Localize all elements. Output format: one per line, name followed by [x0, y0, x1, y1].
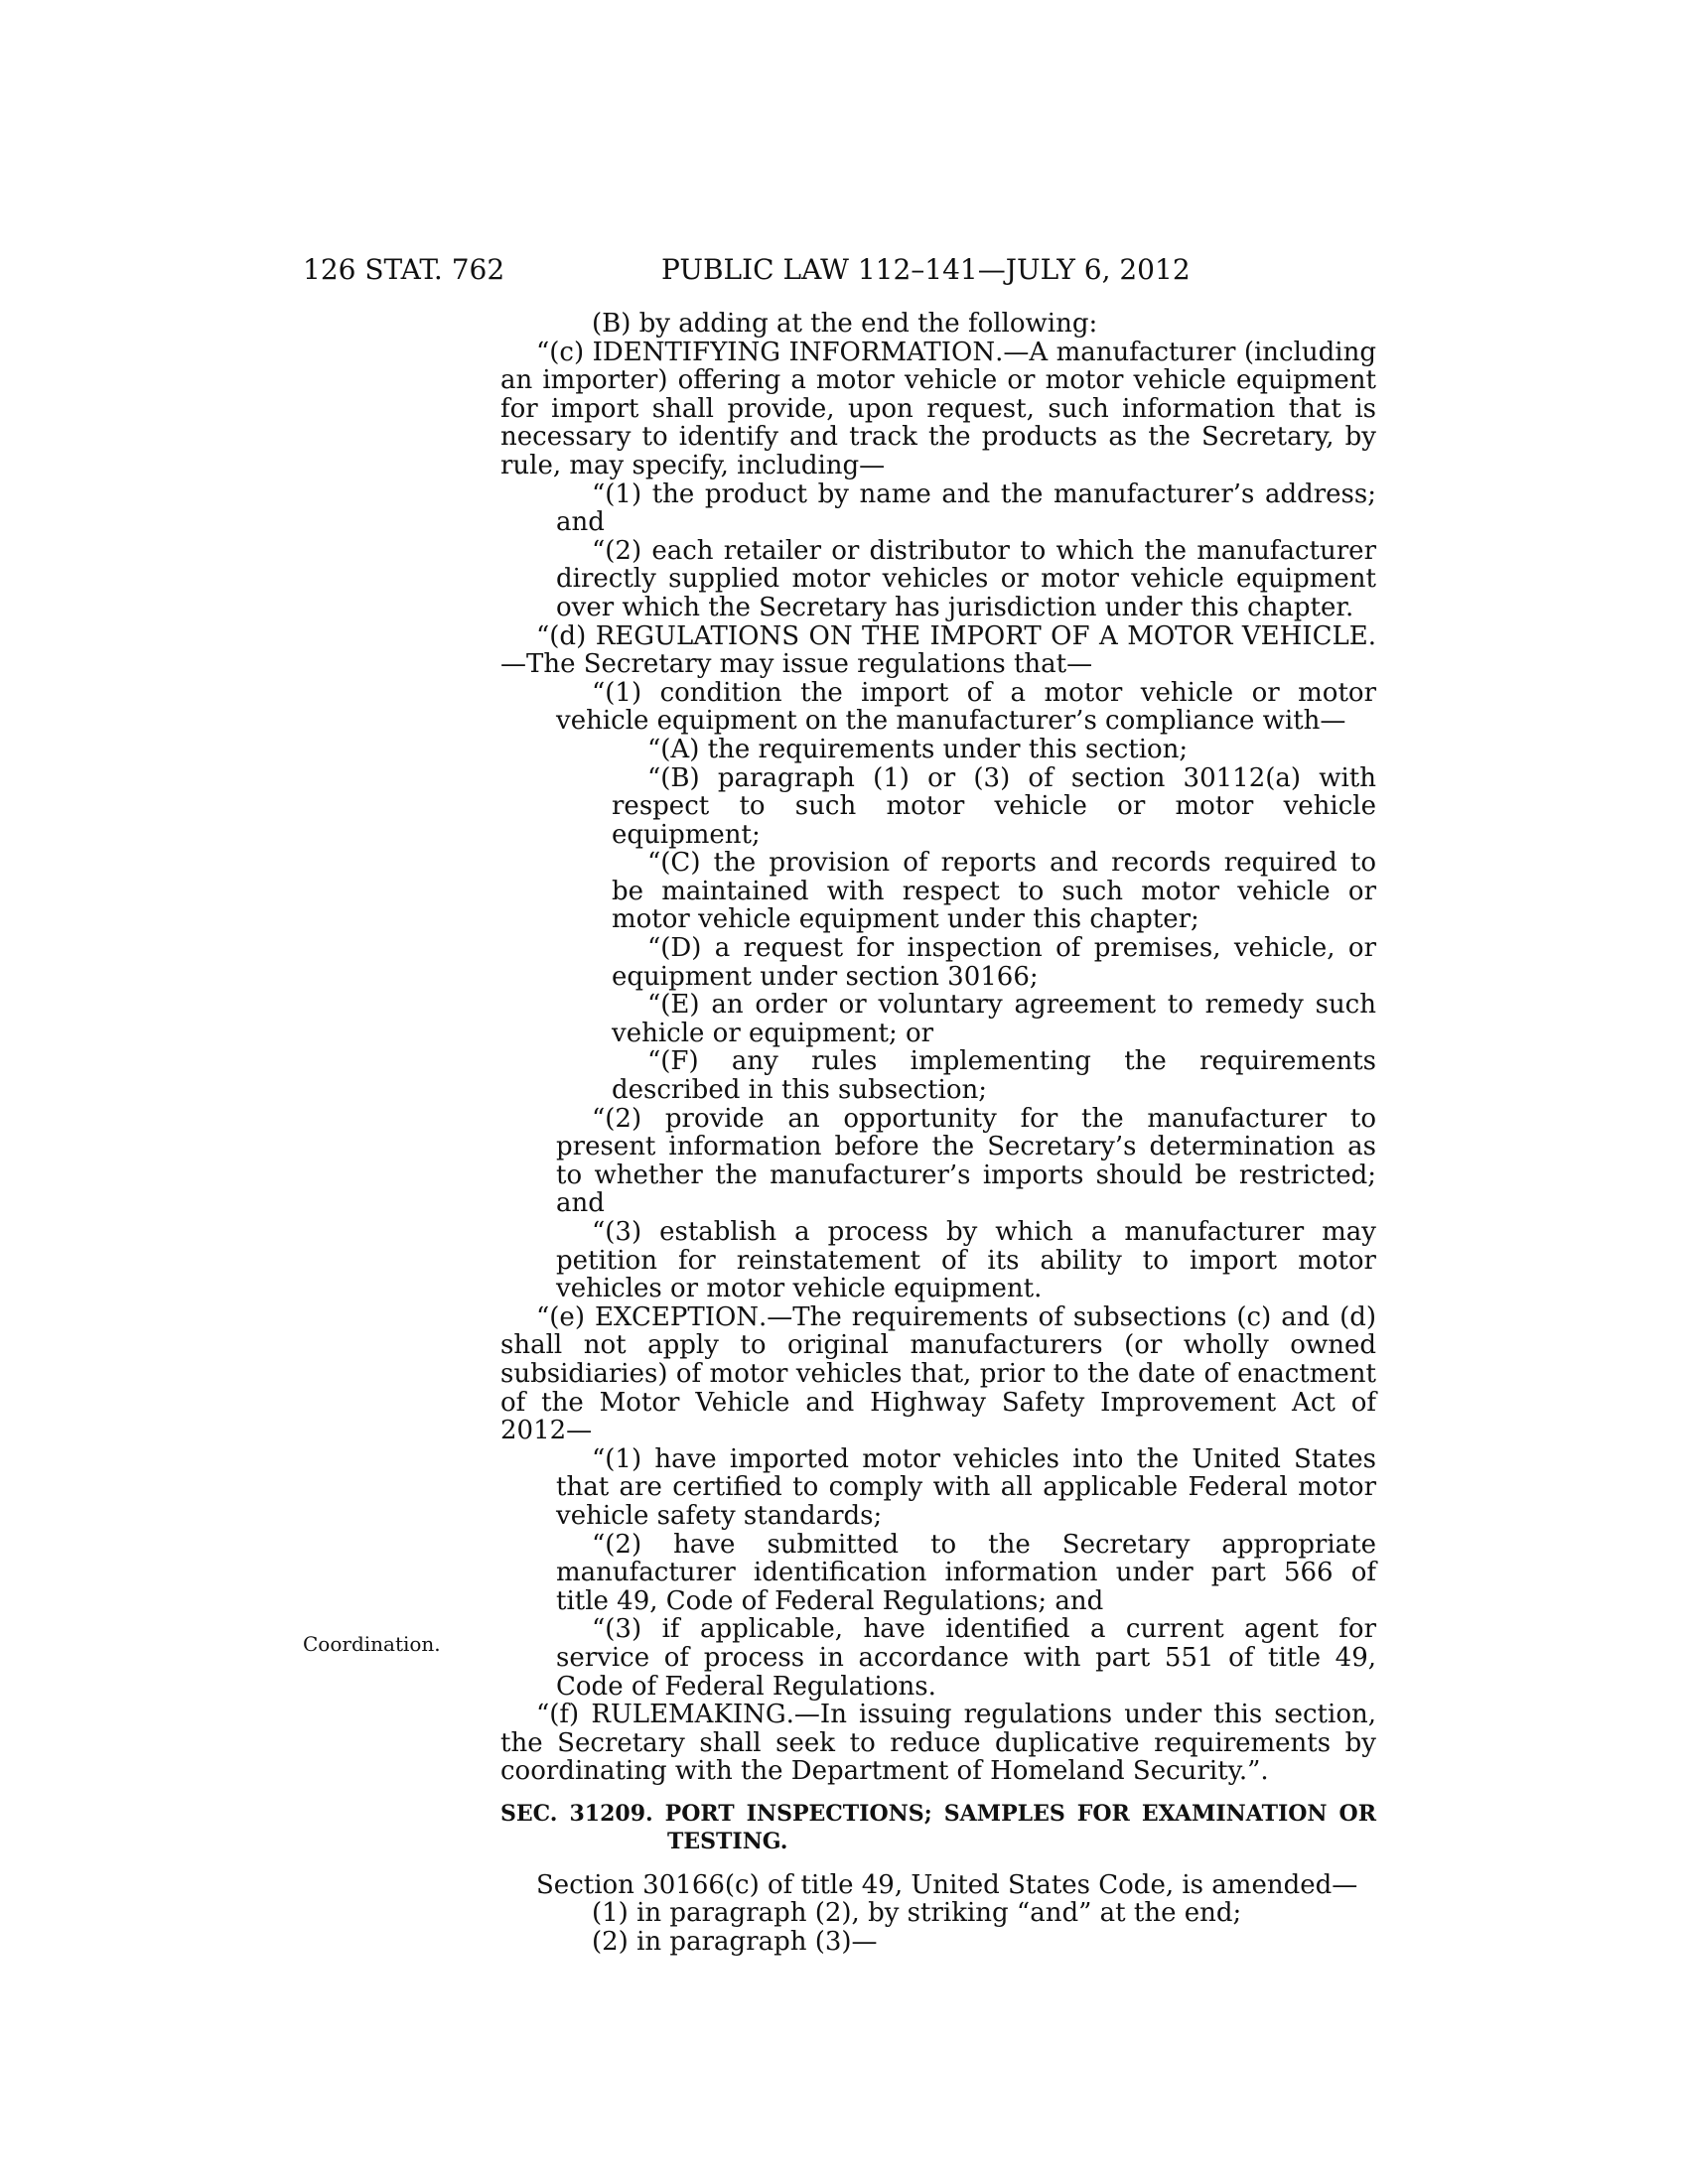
subsection-d	[500, 622, 1376, 679]
statute-body	[500, 310, 1376, 1957]
subsection-heading: IDENTIFYING INFORMATION	[592, 337, 996, 367]
paragraph: “(3) if applicable, have identified a current agent for service of process in accordance with part 551 of title 49, Code of Federal Regulations.	[556, 1614, 1376, 1702]
subsection-text: .—In issuing regulations under this section, the Secretary shall seek to reduce duplicative requirements by coordinating with the Department of Homeland Security.”.	[500, 1700, 1376, 1787]
subsection-prefix: “(c)	[536, 337, 593, 367]
subparagraph: “(E) an order or voluntary agreement to remedy such vehicle or equipment; or	[612, 990, 1376, 1048]
section-paragraph: Section 30166(c) of title 49, United States Code, is amended—	[536, 1869, 1358, 1900]
section-paragraph: (2) in paragraph (3)—	[592, 1927, 878, 1958]
subsection-c	[500, 339, 1376, 480]
running-head: PUBLIC LAW 112–141—JULY 6, 2012	[661, 253, 1191, 286]
paragraph: “(1) condition the import of a motor vehicle or motor vehicle equipment on the manufacturer’s compliance with—	[556, 677, 1376, 737]
subsection-text: .—A manufacturer (including an importer) offering a motor vehicle or motor vehicle equipment for import shall provide, upon request, such information that is necessary to identify and track the products as the Secretary, by rule, may specify, including—	[500, 337, 1376, 480]
paragraph: “(3) establish a process by which a manufacturer may petition for reinstatement of its ability to import motor vehicles or motor vehicle equipment.	[556, 1217, 1376, 1304]
subsection-heading: REGULATIONS ON THE IMPORT OF A MOTOR VEHICLE	[595, 620, 1368, 651]
margin-note: Coordination.	[303, 1632, 441, 1656]
subsection-e	[500, 1303, 1376, 1445]
subsection-prefix: “(d)	[536, 620, 596, 651]
subparagraph: “(B) paragraph (1) or (3) of section 30112(a) with respect to such motor vehicle or motor vehicle equipment;	[612, 762, 1376, 850]
subsection-heading: EXCEPTION	[594, 1301, 760, 1332]
subsection-text: .—The Secretary may issue regulations that—	[500, 620, 1376, 680]
paragraph: “(2) provide an opportunity for the manufacturer to present information before the Secretary’s determination as to whether the manufacturer’s imports should be restricted; and	[556, 1103, 1376, 1219]
subparagraph: “(C) the provision of reports and records required to be maintained with respect to such motor vehicle or motor vehicle equipment under this chapter;	[612, 848, 1376, 935]
subsection-text: .—The requirements of subsections (c) and (d) shall not apply to original manufacturers (or wholly owned subsidiaries) of motor vehicles that, prior to the date of enactment of the Motor Vehicle and Highway Safety Improvement Act of 2012—	[500, 1301, 1377, 1446]
section-heading: SEC. 31209. PORT INSPECTIONS; SAMPLES FOR EXAMINATION OR TESTING.	[500, 1800, 1376, 1854]
subparagraph: “(A) the requirements under this section;	[647, 734, 1189, 764]
paragraph: “(1) the product by name and the manufacturer’s address; and	[556, 478, 1376, 538]
paragraph: “(2) have submitted to the Secretary appropriate manufacturer identification information under part 566 of title 49, Code of Federal Regulations; and	[556, 1529, 1376, 1616]
paragraph: “(2) each retailer or distributor to which the manufacturer directly supplied motor vehicles or motor vehicle equipment over which the Secretary has jurisdiction under this chapter.	[556, 535, 1376, 622]
section-paragraph: (1) in paragraph (2), by striking “and” at the end;	[592, 1898, 1242, 1929]
subparagraph: “(F) any rules implementing the requirements described in this subsection;	[612, 1046, 1376, 1106]
subsection-prefix: “(e)	[536, 1301, 595, 1332]
subsection-heading: RULEMAKING	[591, 1700, 786, 1730]
paragraph: (B) by adding at the end the following:	[592, 309, 1098, 339]
paragraph: “(1) have imported motor vehicles into the United States that are certified to comply with all applicable Federal motor vehicle safety standards;	[556, 1443, 1376, 1531]
page-number: 126 STAT. 762	[303, 253, 505, 286]
subsection-f	[500, 1701, 1376, 1786]
subsection-prefix: “(f)	[536, 1700, 592, 1730]
subparagraph: “(D) a request for inspection of premises, vehicle, or equipment under section 30166;	[612, 933, 1376, 992]
